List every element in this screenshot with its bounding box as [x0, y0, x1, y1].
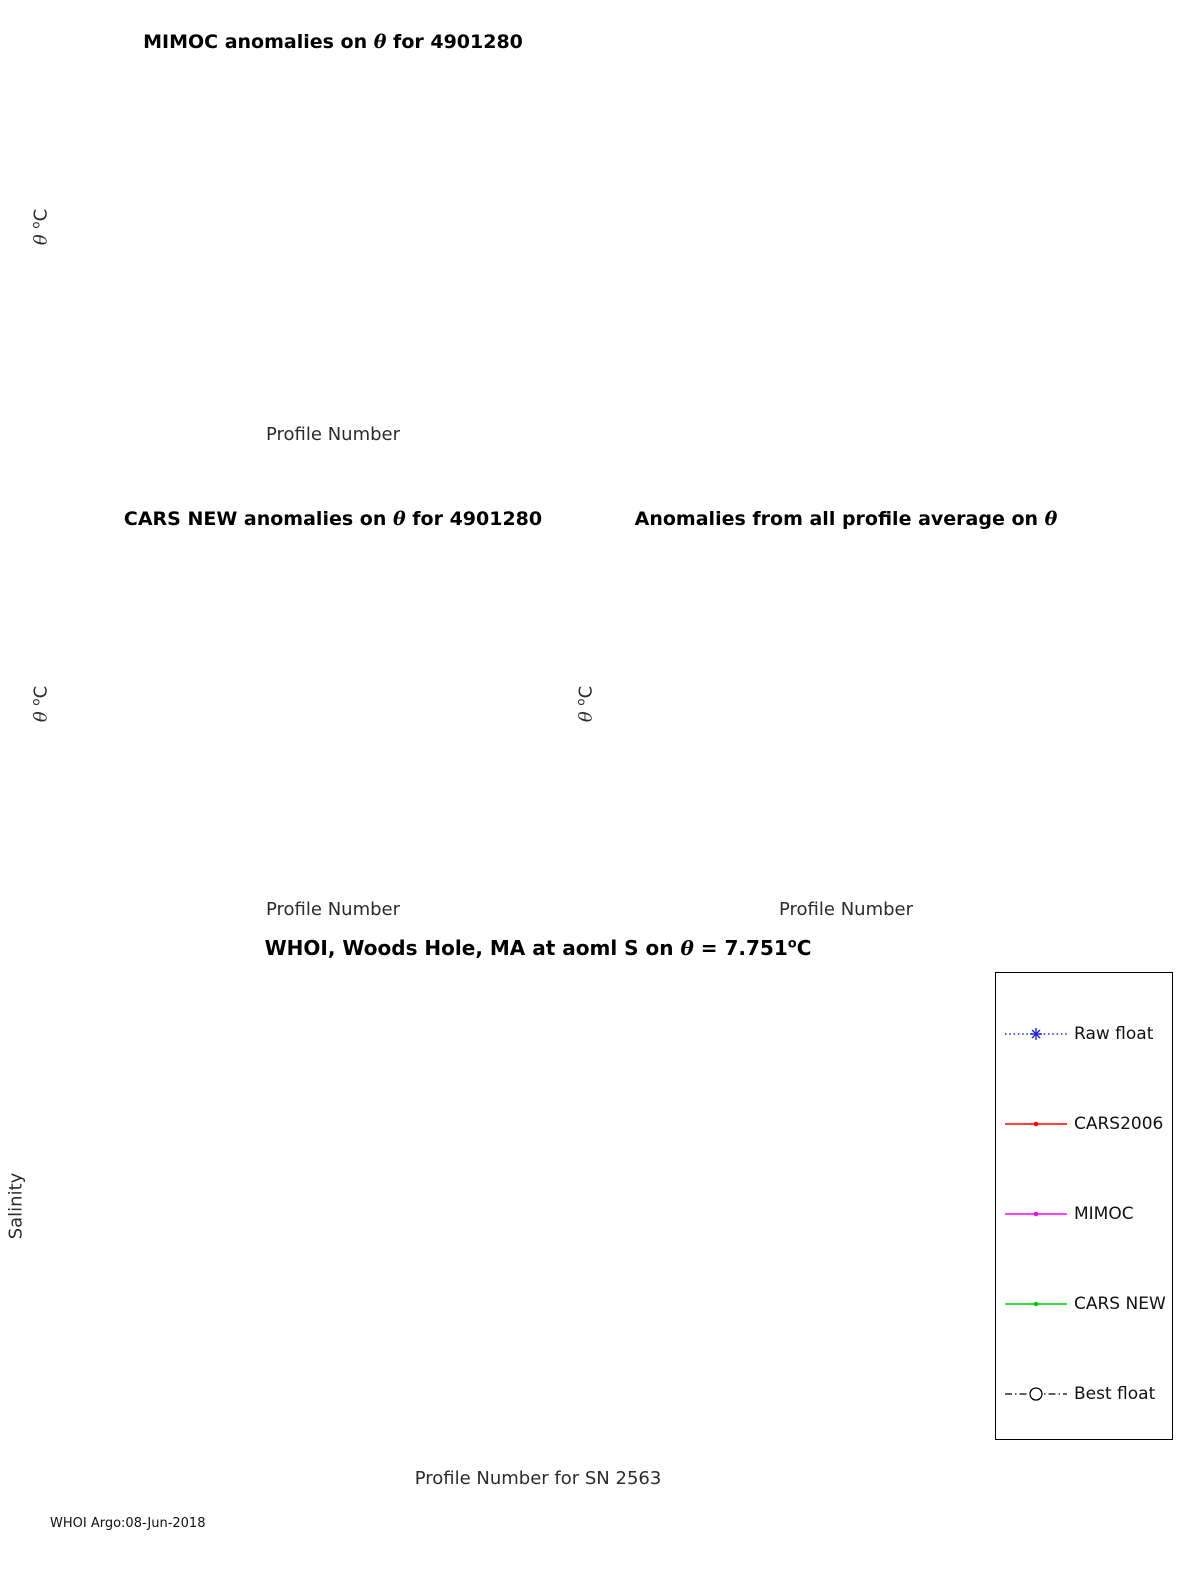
salinity-xlabel: Profile Number for SN 2563 [414, 1468, 662, 1489]
best-float-line-icon [1003, 1383, 1069, 1405]
salinity-chart-canvas [97, 975, 980, 1437]
panel-carsnew-title: CARS NEW anomalies on θ for 4901280 [123, 508, 543, 530]
panel-carsnew-ylabel: θ $^o$C [28, 685, 52, 723]
panel-mimoc-title: MIMOC anomalies on θ for 4901280 [143, 31, 523, 53]
footer-text: WHOI Argo:08-Jun-2018 [50, 1516, 206, 1531]
allavg-heatmap-canvas [610, 540, 1083, 868]
legend-entry-cars-new: CARS NEW [996, 1293, 1172, 1317]
carsnew-heatmap-canvas [97, 540, 570, 868]
panel-allavg-xlabel: Profile Number [779, 899, 913, 920]
mimoc-line-icon [1003, 1203, 1069, 1225]
legend-entry-best-float: Best float [996, 1383, 1172, 1407]
cars-new-line-icon [1003, 1293, 1069, 1315]
legend-entry-cars2006: CARS2006 [996, 1113, 1172, 1137]
panel-allavg-title: Anomalies from all profile average on θ [634, 508, 1058, 530]
panel-mimoc-xlabel: Profile Number [266, 424, 400, 445]
raw-float-line-icon [1003, 1023, 1069, 1045]
mimoc-heatmap-canvas [97, 63, 570, 391]
legend-entry-raw-float: Raw float [996, 1023, 1172, 1047]
salinity-title: WHOI, Woods Hole, MA at aoml S on $\theta = 7.751^oC$ [264, 936, 812, 960]
colorbar-canvas [1113, 63, 1143, 868]
legend-entry-mimoc: MIMOC [996, 1203, 1172, 1227]
panel-mimoc-ylabel: θ $^o$C [28, 208, 52, 246]
salinity-ylabel: Salinity [5, 1172, 27, 1240]
cars2006-line-icon [1003, 1113, 1069, 1135]
legend-box [995, 972, 1173, 1440]
panel-allavg-ylabel: θ $^o$C [573, 685, 597, 723]
panel-carsnew-xlabel: Profile Number [266, 899, 400, 920]
